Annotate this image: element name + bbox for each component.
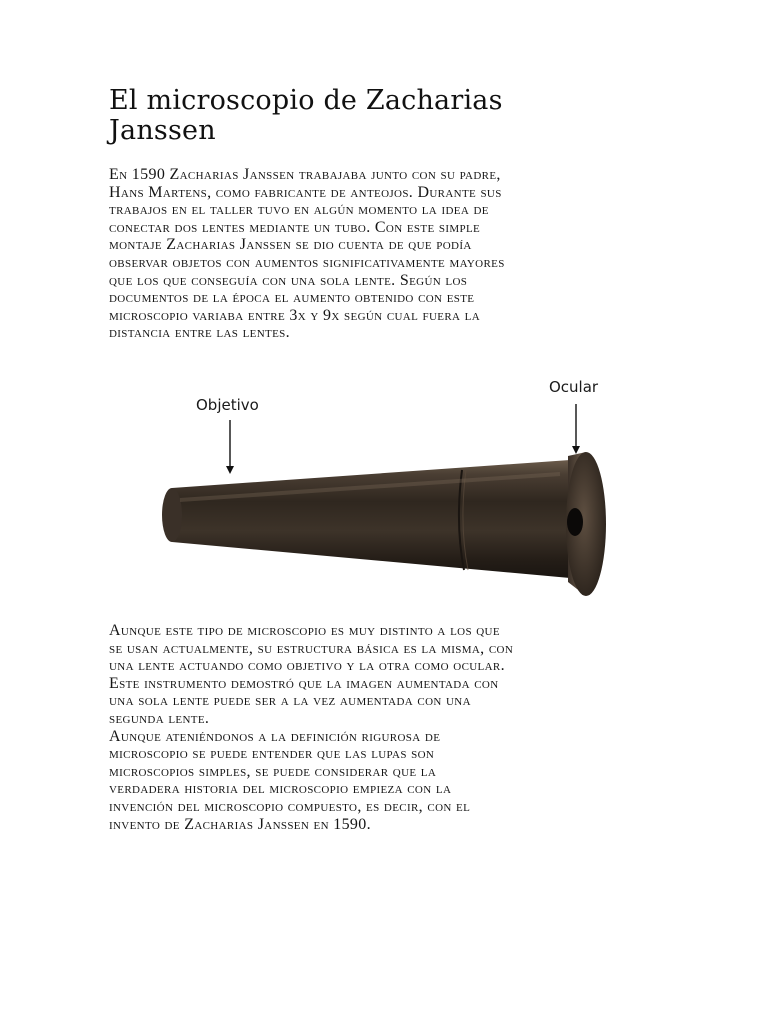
- microscope-figure: [150, 370, 630, 610]
- label-ocular: Ocular: [549, 378, 599, 396]
- paragraph-line: montaje Zacharias Janssen se dio cuenta de que podía: [109, 236, 472, 254]
- paragraph-line: que los que conseguía con una sola lente. Según los: [109, 271, 468, 289]
- paragraph-line: observar objetos con aumentos significativamente mayores: [109, 253, 505, 271]
- paragraph-line: documentos de la época el aumento obtenido con este: [109, 289, 475, 307]
- objective-end: [162, 488, 182, 542]
- intro-paragraph: [109, 166, 669, 342]
- page-title: [109, 86, 669, 146]
- title-line-1: El microscopio de Zacharias: [109, 85, 503, 116]
- paragraph-line: Este instrumento demostró que la imagen aumentada con: [109, 674, 499, 692]
- eyepiece-hole: [567, 508, 583, 536]
- paragraph-line: se usan actualmente, su estructura básica es la misma, con: [109, 639, 514, 657]
- ocular-arrowhead: [572, 446, 580, 454]
- paragraph-line: una sola lente puede ser a la vez aumentada con una: [109, 692, 471, 710]
- paragraph-line: En 1590 Zacharias Janssen trabajaba junto con su padre,: [109, 166, 501, 183]
- paragraph-line: segunda lente.: [109, 709, 210, 727]
- paragraph-line: microscopios simples, se puede considerar que la: [109, 762, 437, 780]
- body-paragraph: [109, 622, 669, 833]
- label-objetivo: Objetivo: [196, 396, 259, 414]
- paragraph-line: conectar dos lentes mediante un tubo. Con este simple: [109, 218, 481, 236]
- paragraph-line: trabajos en el taller tuvo en algún momento la idea de: [109, 201, 489, 219]
- paragraph-line: Hans Martens, como fabricante de anteojos. Durante sus: [109, 183, 502, 201]
- paragraph-line: microscopio variaba entre 3x y 9x según cual fuera la: [109, 306, 481, 324]
- paragraph-line: distancia entre las lentes.: [109, 324, 291, 342]
- paragraph-line: invento de Zacharias Janssen en 1590.: [109, 815, 371, 833]
- paragraph-line: microscopio se puede entender que las lupas son: [109, 745, 435, 763]
- paragraph-line: Aunque ateniéndonos a la definición rigurosa de: [109, 727, 441, 745]
- title-line-2: Janssen: [109, 115, 216, 146]
- paragraph-line: una lente actuando como objetivo y la otra como ocular.: [109, 657, 505, 675]
- paragraph-line: Aunque este tipo de microscopio es muy distinto a los que: [109, 622, 500, 639]
- objetivo-arrowhead: [226, 466, 234, 474]
- paragraph-line: verdadera historia del microscopio empieza con la: [109, 780, 452, 798]
- paragraph-line: invención del microscopio compuesto, es decir, con el: [109, 797, 471, 815]
